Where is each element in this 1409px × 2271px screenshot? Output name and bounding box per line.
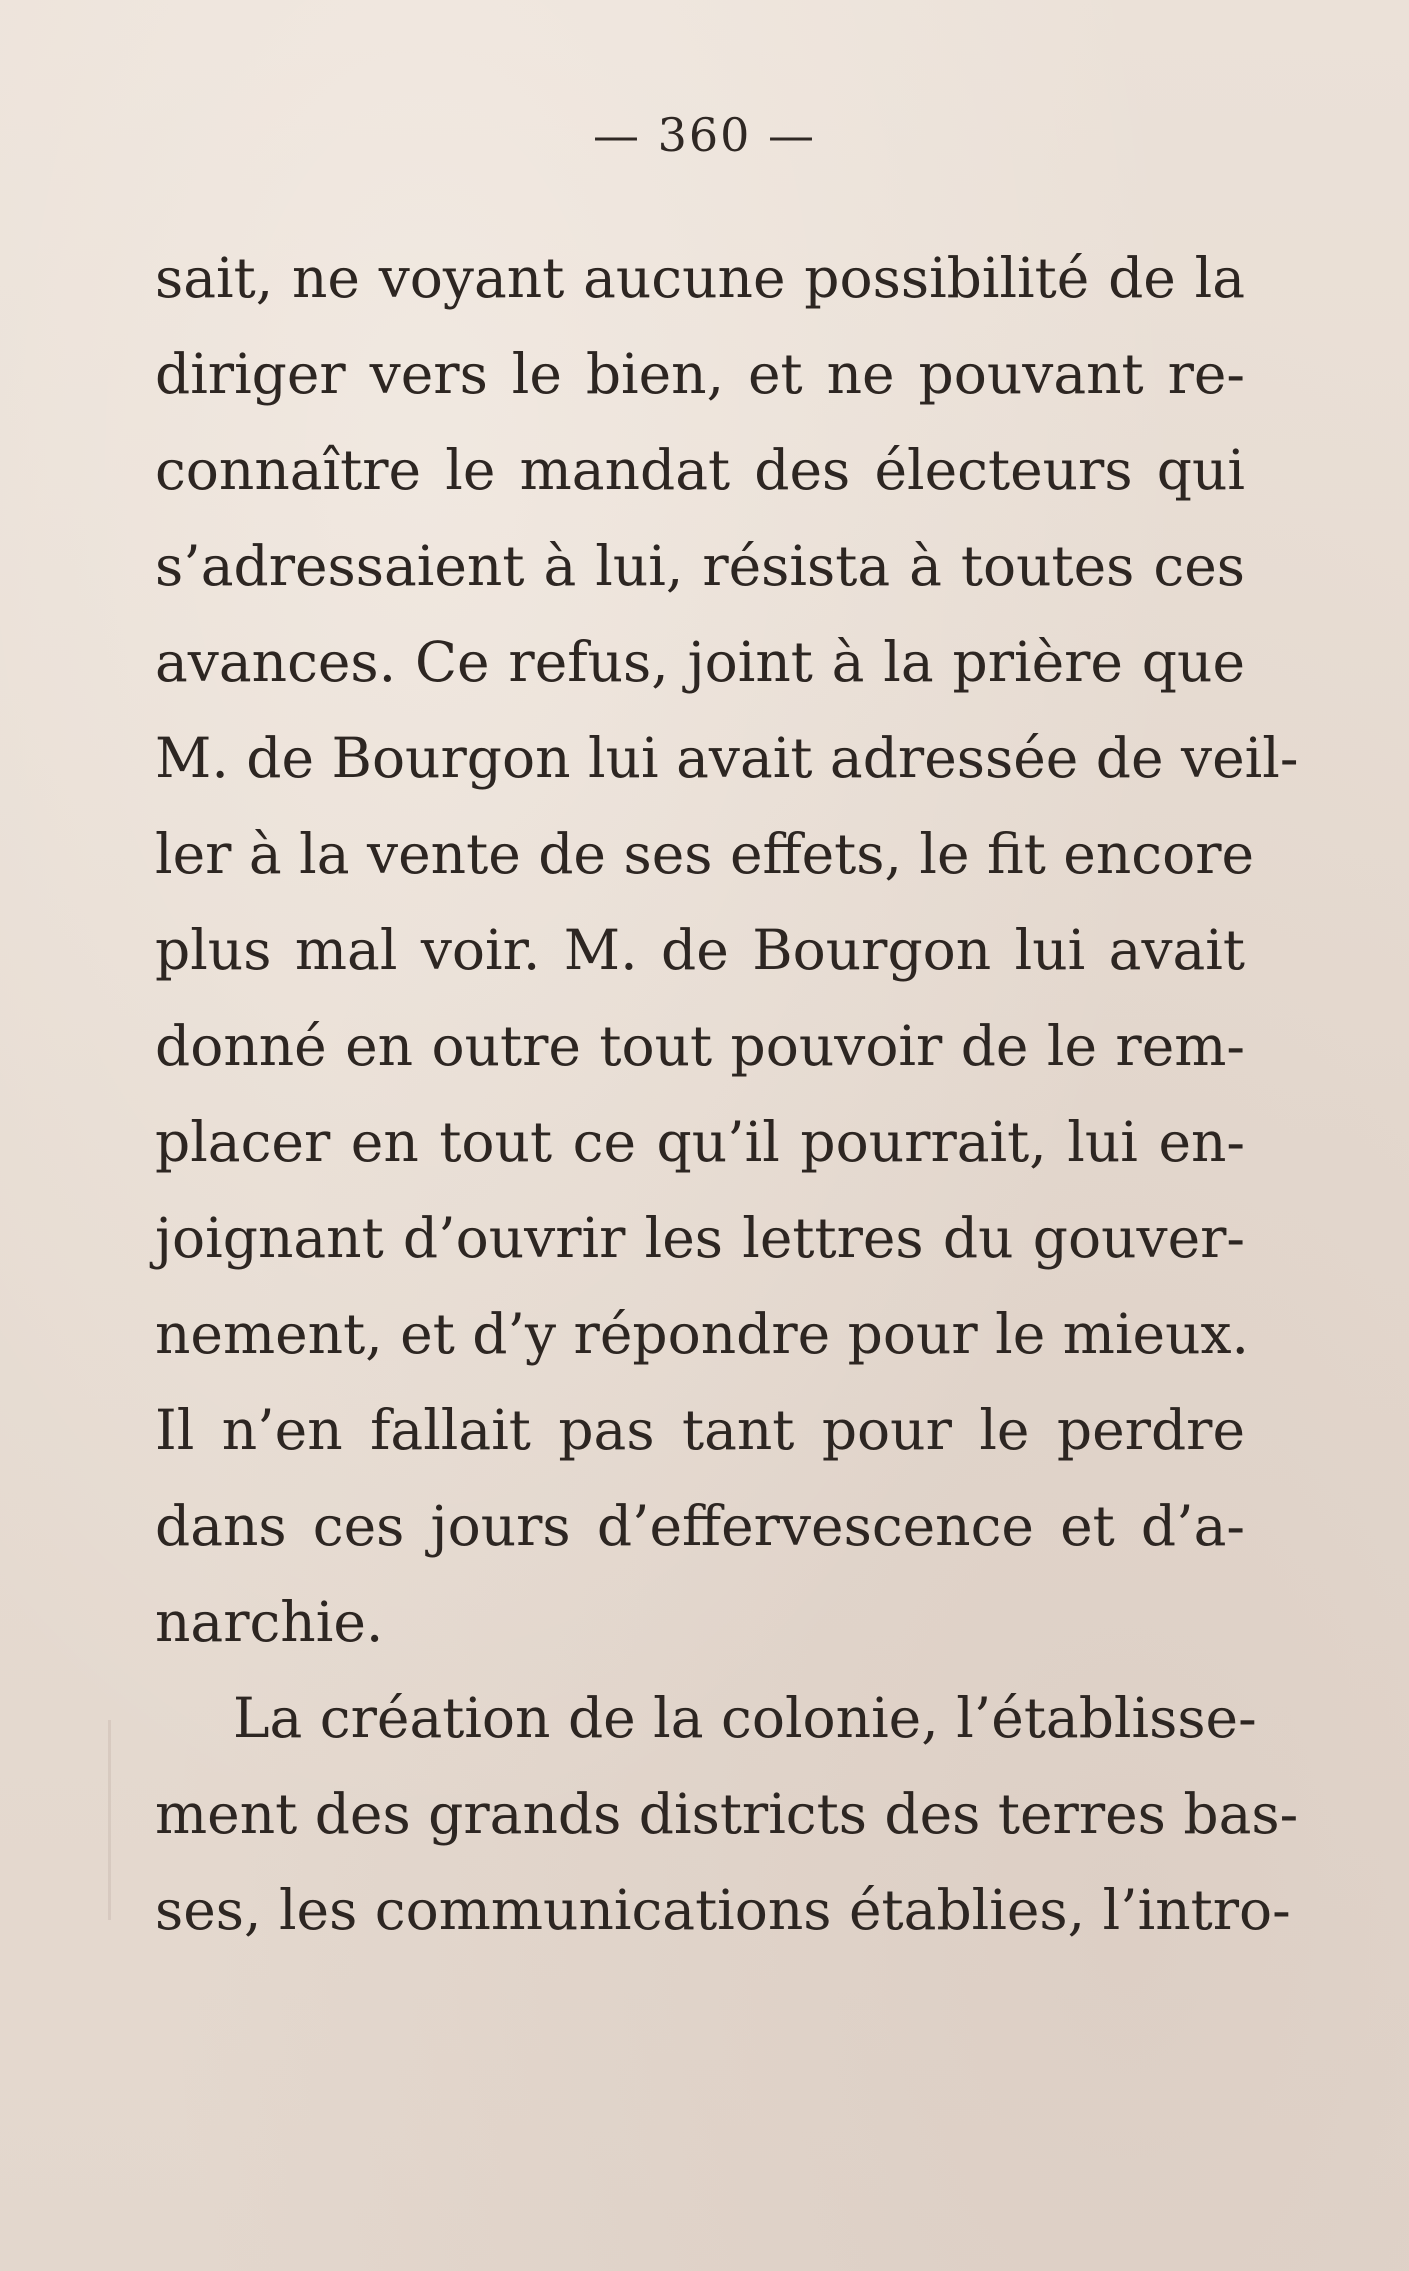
text-line: placer en tout ce qu’il pourrait, lui en- xyxy=(155,1110,1245,1174)
text-line: diriger vers le bien, et ne pouvant re- xyxy=(155,342,1245,406)
paragraph-2 xyxy=(155,1670,1299,1958)
text-line: plus mal voir. M. de Bourgon lui avait xyxy=(155,918,1245,982)
text-line: donné en outre tout pouvoir de le rem- xyxy=(155,1014,1245,1078)
text-line: joignant d’ouvrir les lettres du gouver- xyxy=(155,1206,1245,1270)
paragraph-1 xyxy=(155,230,1299,1670)
text-line: ses, les communications établies, l’intro- xyxy=(155,1878,1291,1942)
text-line: narchie. xyxy=(155,1590,384,1654)
page-number: — 360 — xyxy=(592,108,817,162)
text-line: M. de Bourgon lui avait adressée de veil- xyxy=(155,726,1299,790)
text-line: Il n’en fallait pas tant pour le perdre xyxy=(155,1398,1245,1462)
text-line: sait, ne voyant aucune possibilité de la xyxy=(155,246,1245,310)
text-line: nement, et d’y répondre pour le mieux. xyxy=(155,1302,1250,1366)
text-line: ment des grands districts des terres bas- xyxy=(155,1782,1299,1846)
paper-mark xyxy=(108,1720,111,1920)
text-line: ler à la vente de ses effets, le fit encore xyxy=(155,822,1255,886)
text-line: connaître le mandat des électeurs qui xyxy=(155,438,1245,502)
text-line: La création de la colonie, l’établisse- xyxy=(233,1686,1257,1750)
text-line: avances. Ce refus, joint à la prière que xyxy=(155,630,1245,694)
text-line: dans ces jours d’effervescence et d’a- xyxy=(155,1494,1245,1558)
text-line: s’adressaient à lui, résista à toutes ces xyxy=(155,534,1245,598)
body-text xyxy=(155,230,1299,1958)
